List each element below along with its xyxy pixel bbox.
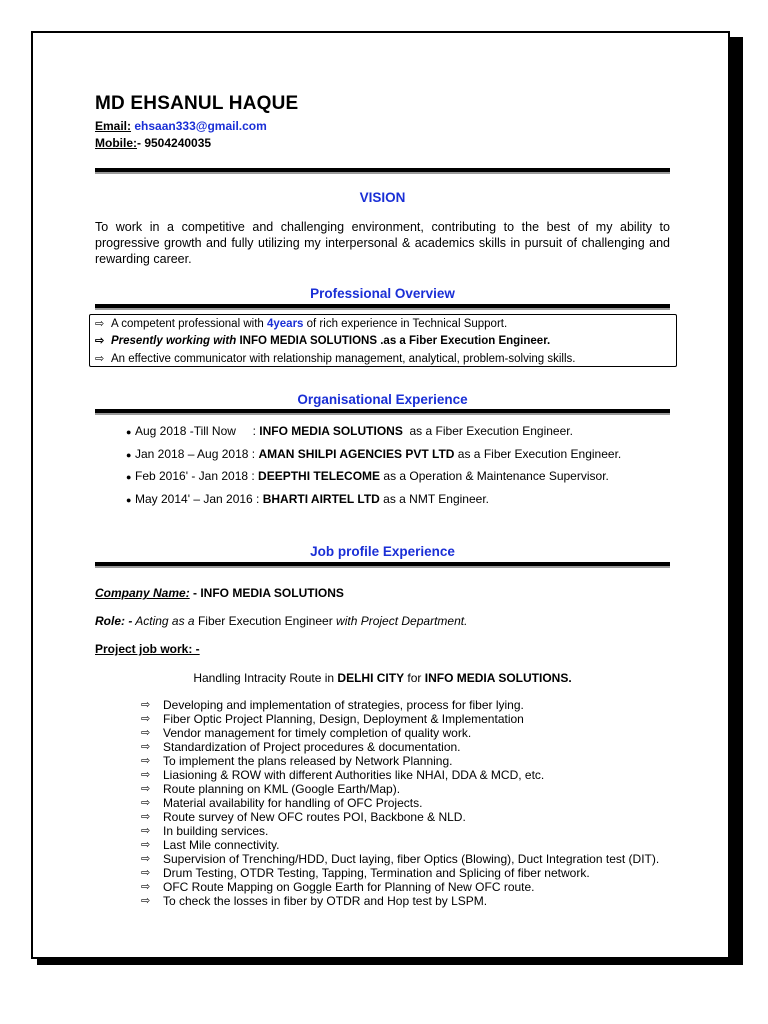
section-divider [95,168,670,174]
experience-years: 4years [266,318,304,330]
org-heading: Organisational Experience [297,392,468,407]
arrow-right-icon: ⇨ [141,811,151,823]
list-item: ⇨ OFC Route Mapping on Goggle Earth for Planning of New OFC route. [141,880,535,894]
experience-item: ● Aug 2018 -Till Now : INFO MEDIA SOLUTIONS as a Fiber Execution Engineer. [126,424,573,438]
list-item: ⇨ Fiber Optic Project Planning, Design, Deployment & Implementation [141,712,524,726]
company-name-value: - INFO MEDIA SOLUTIONS [189,586,344,600]
overview-item: ⇨ Presently working with INFO MEDIA SOLUTIONS .as a Fiber Execution Engineer. [95,335,551,347]
arrow-right-icon: ⇨ [141,881,151,893]
email-link[interactable]: ehsaan333@gmail.com [134,119,267,133]
overview-heading: Professional Overview [310,286,455,301]
list-item: ⇨ Drum Testing, OTDR Testing, Tapping, Termination and Splicing of fiber network. [141,866,590,880]
arrow-right-icon: ⇨ [141,783,151,795]
experience-item: ● Jan 2018 – Aug 2018 : AMAN SHILPI AGENCIES PVT LTD as a Fiber Execution Engineer. [126,447,622,461]
role-row: Role: - Acting as a Fiber Execution Engineer with Project Department. [95,614,468,628]
arrow-right-icon: ⇨ [141,741,151,753]
arrow-right-icon: ⇨ [141,895,151,907]
list-item: ⇨ Standardization of Project procedures & documentation. [141,740,461,754]
list-item: ⇨ Last Mile connectivity. [141,838,280,852]
project-summary: Handling Intracity Route in DELHI CITY for INFO MEDIA SOLUTIONS. [193,671,572,685]
list-item: ⇨ In building services. [141,824,269,838]
arrow-right-icon: ⇨ [95,353,105,365]
candidate-name: MD EHSANUL HAQUE [95,93,299,114]
list-item: ⇨ Route survey of New OFC routes POI, Backbone & NLD. [141,810,466,824]
overview-item: ⇨ An effective communicator with relationship management, analytical, problem-solving skills. [95,353,576,365]
list-item: ⇨ Vendor management for timely completion of quality work. [141,726,472,740]
bullet-icon: ● [126,427,132,437]
arrow-right-icon: ⇨ [141,853,151,865]
experience-item: ● May 2014' – Jan 2016 : BHARTI AIRTEL LTD as a NMT Engineer. [126,492,489,506]
arrow-right-icon: ⇨ [141,769,151,781]
arrow-right-icon: ⇨ [95,318,105,330]
vision-text: To work in a competitive and challenging environment, contributing to the best of my ability to progressive growth and fully utilizing my interpersonal & academics skills in pursuit of challenging and rewarding career. [95,220,670,266]
bullet-icon: ● [126,495,132,505]
arrow-right-icon: ⇨ [141,713,151,725]
list-item: ⇨ Route planning on KML (Google Earth/Map). [141,782,401,796]
vision-heading: VISION [359,190,406,205]
bullet-icon: ● [126,472,132,482]
arrow-right-icon: ⇨ [141,727,151,739]
mobile-row [95,136,211,150]
mobile-number: - 9504240035 [137,136,212,150]
list-item: ⇨ Liasioning & ROW with different Authorities like NHAI, DDA & MCD, etc. [141,768,545,782]
project-work-label: Project job work: - [95,642,200,656]
mobile-label: Mobile: [95,136,137,150]
arrow-right-icon: ⇨ [141,867,151,879]
arrow-right-icon: ⇨ [141,755,151,767]
company-name-label: Company Name: [95,586,190,600]
role-label: Role: - [95,614,133,628]
list-item: ⇨ To implement the plans released by Network Planning. [141,754,453,768]
experience-item: ● Feb 2016' - Jan 2018 : DEEPTHI TELECOME as a Operation & Maintenance Supervisor. [126,469,609,483]
arrow-right-icon: ⇨ [141,825,151,837]
section-divider [95,562,670,568]
arrow-right-icon: ⇨ [141,699,151,711]
company-name-row [95,586,344,600]
overview-item: ⇨ A competent professional with 4years of rich experience in Technical Support. [95,318,508,330]
list-item: ⇨ Supervision of Trenching/HDD, Duct laying, fiber Optics (Blowing), Duct Integration test (DIT). [141,852,660,866]
resume-page [31,31,730,959]
section-divider [95,409,670,415]
arrow-right-icon: ⇨ [141,839,151,851]
bullet-icon: ● [126,450,132,460]
arrow-right-icon: ⇨ [141,797,151,809]
email-row [95,119,267,133]
job-heading: Job profile Experience [310,544,455,559]
section-divider [95,304,670,310]
email-label: Email: [95,119,132,133]
list-item: ⇨ Material availability for handling of OFC Projects. [141,796,423,810]
list-item: ⇨ Developing and implementation of strategies, process for fiber lying. [141,698,524,712]
list-item: ⇨ To check the losses in fiber by OTDR and Hop test by LSPM. [141,894,488,908]
arrow-right-icon: ⇨ [95,335,105,347]
task-list [141,698,681,908]
